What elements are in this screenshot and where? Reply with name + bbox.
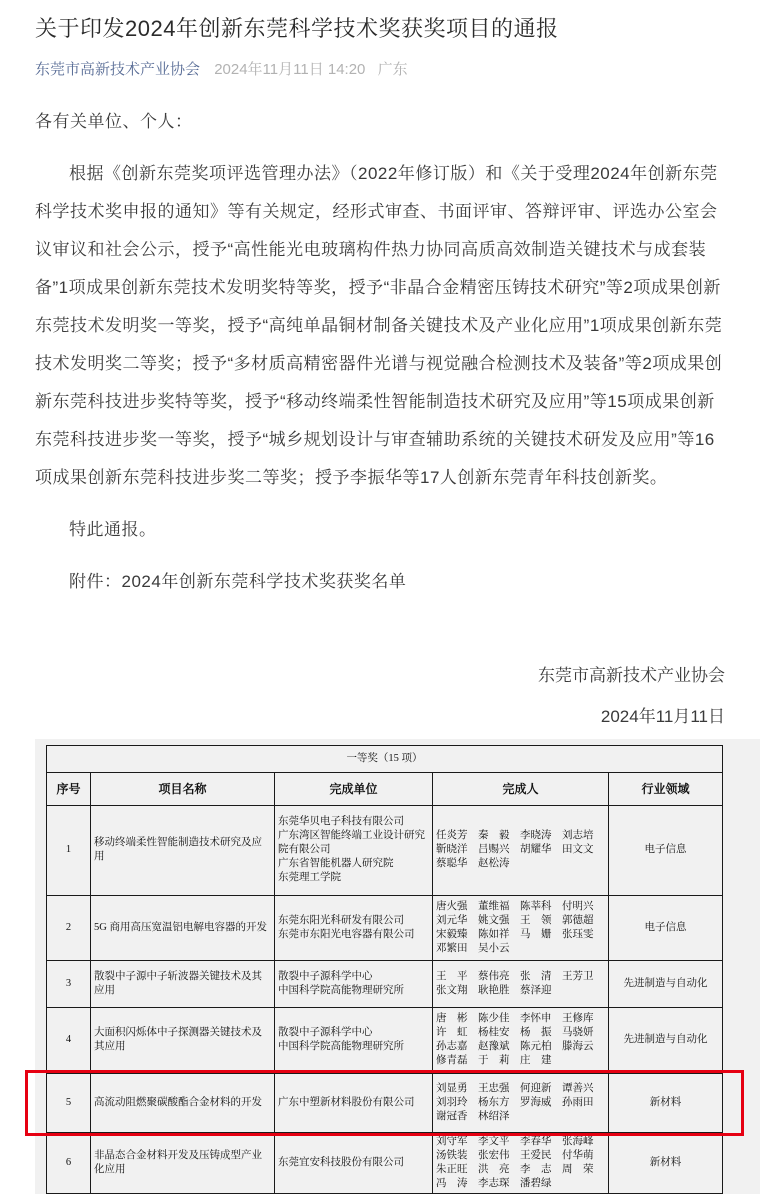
cell-no: 2 bbox=[47, 895, 91, 960]
table-row bbox=[47, 1007, 723, 1073]
table-row bbox=[47, 895, 723, 960]
column-header: 序号 bbox=[47, 772, 91, 805]
cell-project: 5G 商用高压宽温铝电解电容器的开发 bbox=[91, 895, 275, 960]
cell-project: 非晶态合金材料开发及压铸成型产业化应用 bbox=[91, 1132, 275, 1193]
cell-field: 新材料 bbox=[609, 1132, 723, 1193]
closing-line: 特此通报。 bbox=[69, 519, 157, 539]
signature-date: 2024年11月11日 bbox=[600, 706, 725, 726]
table-caption-row bbox=[47, 745, 723, 772]
cell-units: 东莞宜安科技股份有限公司 bbox=[275, 1132, 433, 1193]
main-paragraph: 根据《创新东莞奖项评选管理办法》（2022年修订版）和《关于受理2024年创新东莞科学技术奖申报的通知》等有关规定，经形式审查、书面评审、答辩评审、评选办公室会议审议和社会公示，授予“高性能光电玻璃构件热力协同高质高效制造关键技术与成套装备”1项成果创新东莞技术发明奖特等奖，授予“非晶合金精密压铸技术研究”等2项成果创新东莞技术发明奖一等奖，授予“高纯单晶铜材制备关键技术及产业化应用”1项成果创新东莞技术发明奖二等奖；授予“多材质高精密器件光谱与视觉融合检测技术及装备”等2项成果创新东莞科技进步奖特等奖，授予“移动终端柔性智能制造技术研究及应用”等15项成果创新东莞科技进步奖一等奖，授予“城乡规划设计与审查辅助系统的关键技术研发及应用”等16项成果创新东莞科技进步奖二等奖；授予李振华等17人创新东莞青年科技创新奖。 bbox=[35, 163, 723, 487]
column-header: 项目名称 bbox=[91, 772, 275, 805]
table-caption: 一等奖（15 项） bbox=[47, 745, 723, 772]
cell-units: 散裂中子源科学中心 中国科学院高能物理研究所 bbox=[275, 1007, 433, 1073]
signature-org: 东莞市高新技术产业协会 bbox=[538, 665, 725, 685]
source-link[interactable]: 东莞市高新技术产业协会 bbox=[35, 60, 201, 78]
attachment-note: 附件：2024年创新东莞科学技术奖获奖名单 bbox=[69, 571, 407, 591]
cell-project: 移动终端柔性智能制造技术研究及应用 bbox=[91, 805, 275, 895]
cell-no: 5 bbox=[47, 1073, 91, 1132]
column-header: 完成单位 bbox=[275, 772, 433, 805]
salutation: 各有关单位、个人： bbox=[35, 111, 193, 131]
cell-no: 6 bbox=[47, 1132, 91, 1193]
table-row bbox=[47, 960, 723, 1007]
cell-people: 任炎芳 秦 毅 李晓涛 刘志培 靳晓洋 吕赐兴 胡耀华 田文文 蔡聪华 赵松涛 bbox=[433, 805, 609, 895]
table-row bbox=[47, 1073, 723, 1132]
cell-project: 大面积闪烁体中子探测器关键技术及其应用 bbox=[91, 1007, 275, 1073]
award-table bbox=[46, 745, 723, 1194]
cell-field: 电子信息 bbox=[609, 895, 723, 960]
table-header-row bbox=[47, 772, 723, 805]
cell-units: 散裂中子源科学中心 中国科学院高能物理研究所 bbox=[275, 960, 433, 1007]
cell-people: 刘守军 李文平 李春华 张海峰 汤铁装 张宏伟 王爱民 付华萌 朱正旺 洪 亮 李 志 周 荣 冯 涛 李志琛 潘碧绿 bbox=[433, 1132, 609, 1193]
cell-people: 王 平 蔡伟亮 张 清 王芳卫 张文翔 耿艳胜 蔡泽迎 bbox=[433, 960, 609, 1007]
table-row bbox=[47, 805, 723, 895]
cell-field: 电子信息 bbox=[609, 805, 723, 895]
table-row bbox=[47, 1132, 723, 1193]
cell-people: 唐火强 董维福 陈莘科 付明兴 刘元华 姚文强 王 领 郭德超 宋毅臻 陈如祥 马 姗 张珏雯 邓繁田 吴小云 bbox=[433, 895, 609, 960]
cell-field: 先进制造与自动化 bbox=[609, 960, 723, 1007]
attachment-table-image bbox=[35, 739, 760, 1194]
column-header: 行业领域 bbox=[609, 772, 723, 805]
cell-no: 3 bbox=[47, 960, 91, 1007]
article-text bbox=[35, 103, 725, 601]
cell-units: 东莞华贝电子科技有限公司 广东湾区智能终端工业设计研究院有限公司 广东省智能机器人研究院 东莞理工学院 bbox=[275, 805, 433, 895]
column-header: 完成人 bbox=[433, 772, 609, 805]
cell-field: 新材料 bbox=[609, 1073, 723, 1132]
cell-people: 唐 彬 陈少佳 李怀申 王修库 许 虹 杨桂安 杨 振 马骁妍 孙志嘉 赵豫斌 陈元柏 滕海云 修青磊 于 莉 庄 建 bbox=[433, 1007, 609, 1073]
cell-field: 先进制造与自动化 bbox=[609, 1007, 723, 1073]
award-table-body bbox=[47, 805, 723, 1193]
cell-units: 东莞东阳光科研发有限公司 东莞市东阳光电容器有限公司 bbox=[275, 895, 433, 960]
publish-location: 广东 bbox=[377, 60, 408, 78]
byline bbox=[35, 58, 725, 79]
cell-project: 散裂中子源中子斩波器关键技术及其应用 bbox=[91, 960, 275, 1007]
page-title: 关于印发2024年创新东莞科学技术奖获奖项目的通报 bbox=[35, 16, 559, 41]
cell-project: 高流动阻燃聚碳酸酯合金材料的开发 bbox=[91, 1073, 275, 1132]
cell-people: 刘显勇 王忠强 何迎新 谭善兴 刘羽玲 杨东方 罗海威 孙雨田 谢冠香 林绍泽 bbox=[433, 1073, 609, 1132]
cell-units: 广东中塑新材料股份有限公司 bbox=[275, 1073, 433, 1132]
publish-datetime: 2024年11月11日 14:20 bbox=[214, 60, 366, 78]
cell-no: 1 bbox=[47, 805, 91, 895]
cell-no: 4 bbox=[47, 1007, 91, 1073]
